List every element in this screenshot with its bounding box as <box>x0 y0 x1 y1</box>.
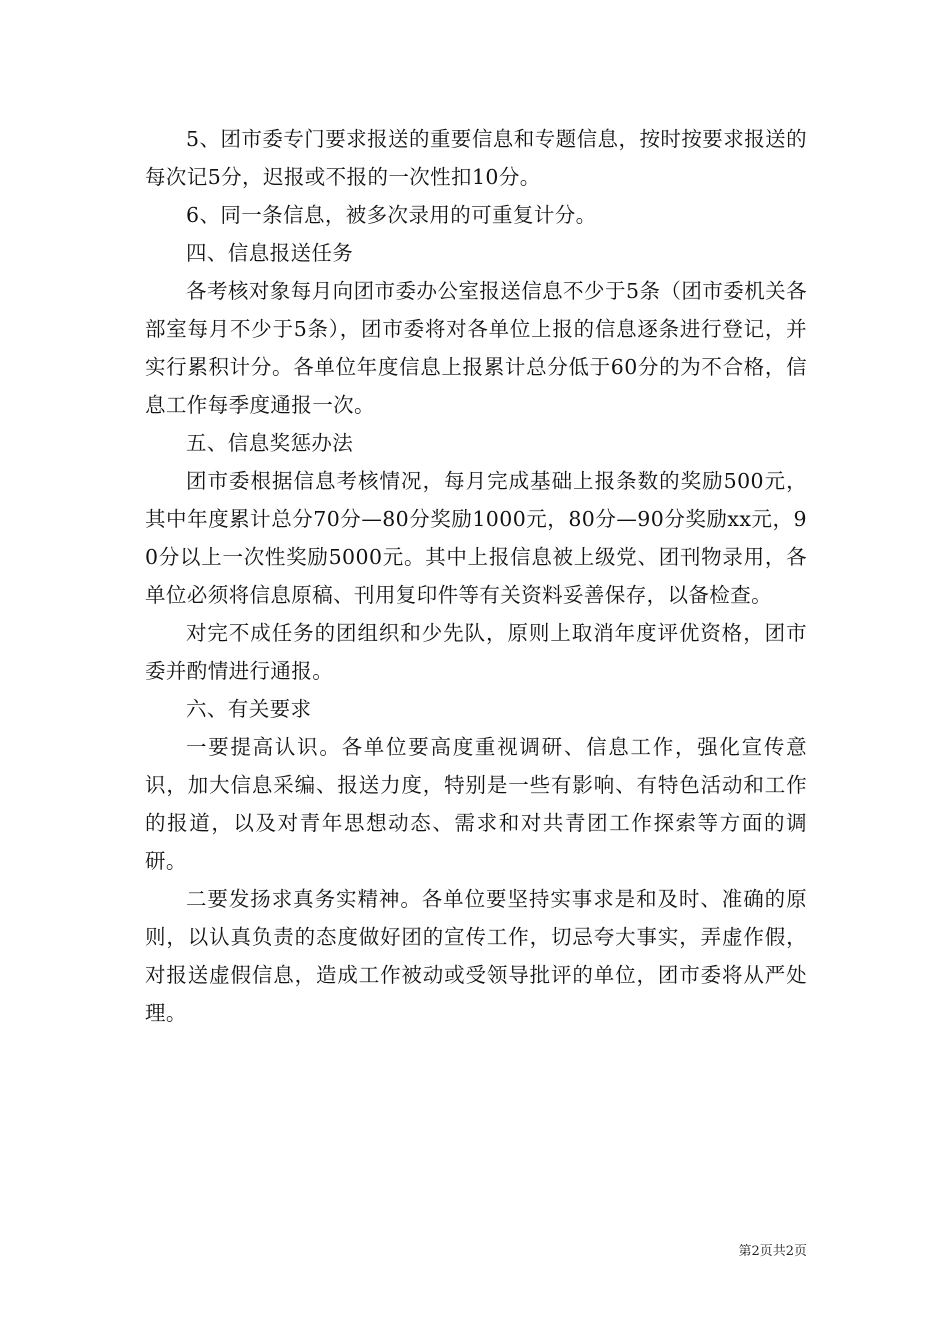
paragraph-requirement-1: 一要提高认识。各单位要高度重视调研、信息工作，强化宣传意识，加大信息采编、报送力度，特别是一些有影响、有特色活动和工作的报道，以及对青年思想动态、需求和对共青团工作探索等方面的调研。 <box>145 735 807 873</box>
heading-reporting-tasks: 四、信息报送任务 <box>186 241 354 265</box>
heading-rewards-penalties: 五、信息奖惩办法 <box>186 431 354 455</box>
paragraph-penalties: 对完不成任务的团组织和少先队，原则上取消年度评优资格，团市委并酌情进行通报。 <box>145 621 807 683</box>
paragraph-rewards: 团市委根据信息考核情况，每月完成基础上报条数的奖励500元，其中年度累计总分70分—80分奖励1000元，80分—90分奖励xx元，90分以上一次性奖励5000元。其中上报信息被上级党、团刊物录用，各单位必须将信息原稿、刊用复印件等有关资料妥善保存，以备检查。 <box>145 469 807 607</box>
heading-requirements: 六、有关要求 <box>186 697 312 721</box>
paragraph-requirement-2: 二要发扬求真务实精神。各单位要坚持实事求是和及时、准确的原则，以认真负责的态度做好团的宣传工作，切忌夸大事实，弄虚作假，对报送虚假信息，造成工作被动或受领导批评的单位，团市委将从严处理。 <box>145 887 807 1025</box>
page-number-footer: 第2页共2页 <box>738 1244 807 1259</box>
document-body <box>145 120 807 1032</box>
paragraph-scoring-item-5: 5、团市委专门要求报送的重要信息和专题信息，按时按要求报送的每次记5分，迟报或不报的一次性扣10分。 <box>145 127 807 189</box>
paragraph-scoring-item-6: 6、同一条信息，被多次录用的可重复计分。 <box>186 203 597 227</box>
paragraph-reporting-tasks: 各考核对象每月向团市委办公室报送信息不少于5条（团市委机关各部室每月不少于5条），团市委将对各单位上报的信息逐条进行登记，并实行累积计分。各单位年度信息上报累计总分低于60分的为不合格，信息工作每季度通报一次。 <box>145 279 807 417</box>
